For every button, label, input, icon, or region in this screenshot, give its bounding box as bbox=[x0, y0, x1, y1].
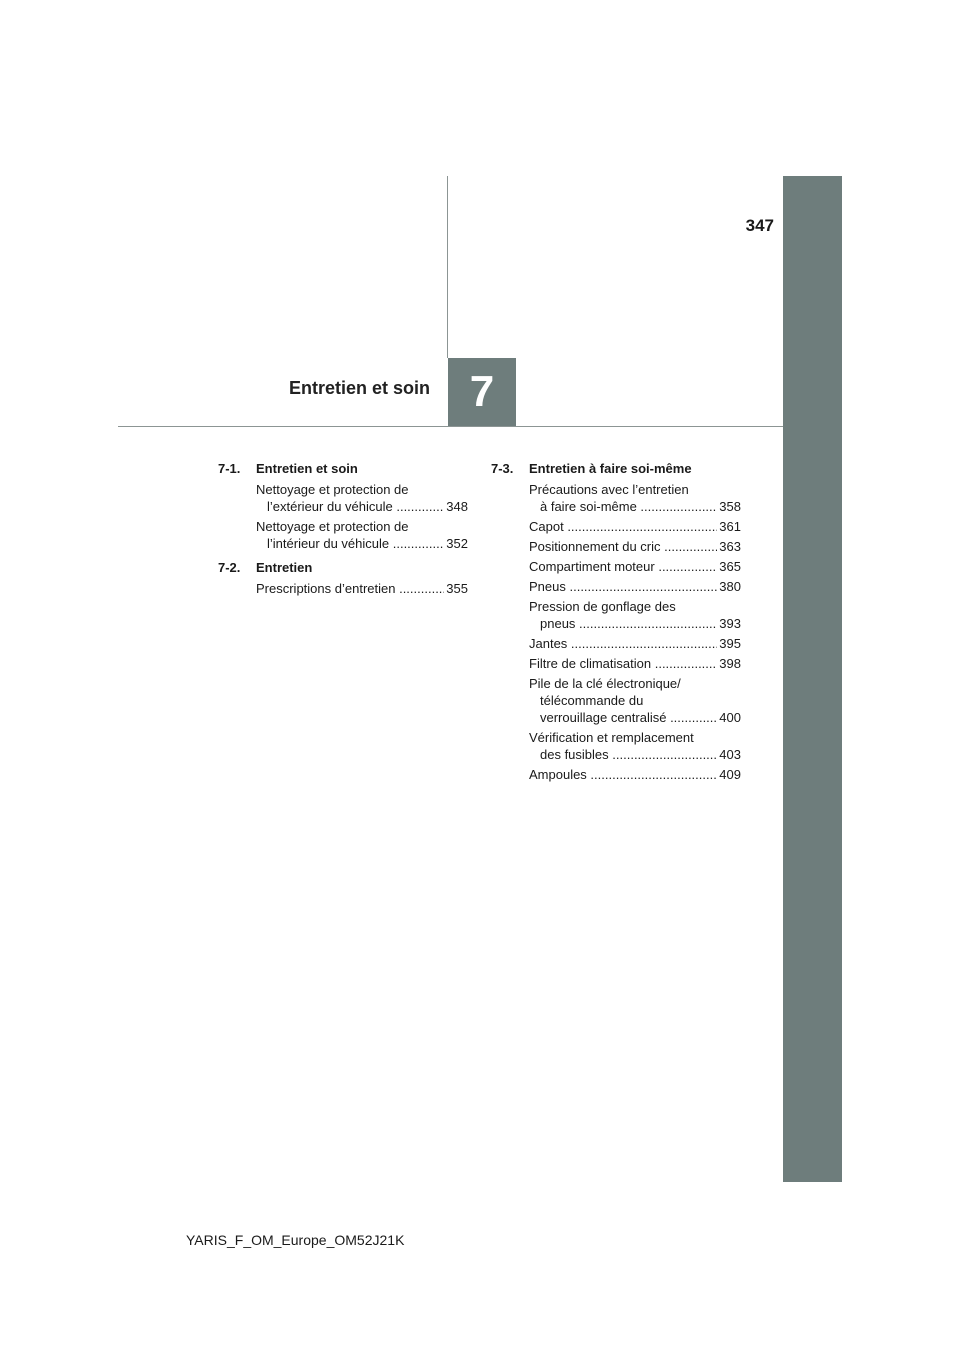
toc-page-number: 355 bbox=[446, 581, 468, 596]
toc-entry-line bbox=[529, 655, 741, 672]
toc-entry-title-continued: verrouillage centralisé ..... bbox=[540, 709, 717, 726]
toc-right-column bbox=[491, 460, 741, 786]
toc-entry[interactable] bbox=[256, 518, 468, 552]
toc-section-heading bbox=[218, 559, 468, 576]
toc-entry-line bbox=[529, 558, 741, 575]
toc-entry-title: Ampoules ..... bbox=[529, 766, 717, 783]
toc-entry[interactable] bbox=[529, 518, 741, 535]
toc-page-number: 365 bbox=[719, 559, 741, 574]
toc-entry-title: Pression de gonflage des bbox=[529, 599, 676, 614]
toc-entry-title-continued: des fusibles ..... bbox=[540, 746, 717, 763]
toc-page-number: 352 bbox=[446, 536, 468, 551]
toc-entry-line bbox=[529, 615, 741, 632]
toc-entry-line bbox=[529, 746, 741, 763]
toc-entry-title: Compartiment moteur ..... bbox=[529, 558, 717, 575]
document-id: YARIS_F_OM_Europe_OM52J21K bbox=[186, 1232, 405, 1248]
toc-entry-title: Positionnement du cric ..... bbox=[529, 538, 717, 555]
toc-entry-title: Nettoyage et protection de bbox=[256, 482, 409, 497]
toc-entry-title-continued: l’intérieur du véhicule ..... bbox=[267, 535, 444, 552]
toc-page-number: 395 bbox=[719, 636, 741, 651]
toc-entry-line bbox=[256, 498, 468, 515]
toc-page-number: 403 bbox=[719, 747, 741, 762]
chapter-number-box bbox=[448, 358, 516, 426]
toc-page-number: 400 bbox=[719, 710, 741, 725]
page-number: 347 bbox=[745, 216, 774, 235]
toc-entry-title-continued: télécommande du bbox=[540, 693, 644, 708]
toc-page-number: 348 bbox=[446, 499, 468, 514]
toc-entry-title: Précautions avec l’entretien bbox=[529, 482, 689, 497]
toc-entry-title: Filtre de climatisation ..... bbox=[529, 655, 717, 672]
toc-entry[interactable] bbox=[529, 766, 741, 783]
toc-entry[interactable] bbox=[256, 580, 468, 597]
toc-entry-title: Vérification et remplacement bbox=[529, 730, 694, 745]
toc-entry-line bbox=[529, 538, 741, 555]
toc-entry[interactable] bbox=[529, 635, 741, 652]
toc-entry-title: Pile de la clé électronique/ bbox=[529, 676, 681, 691]
toc-entry-title: Nettoyage et protection de bbox=[256, 519, 409, 534]
section-number: 7-1. bbox=[218, 461, 241, 476]
toc-page-number: 398 bbox=[719, 656, 741, 671]
toc-entry[interactable] bbox=[529, 578, 741, 595]
toc-entry[interactable] bbox=[529, 558, 741, 575]
chapter-number: 7 bbox=[469, 367, 495, 416]
toc-page-number: 358 bbox=[719, 499, 741, 514]
toc-section-heading bbox=[218, 460, 468, 477]
toc-entry-line bbox=[529, 635, 741, 652]
toc-entry-line bbox=[529, 766, 741, 783]
toc-page-number: 409 bbox=[719, 767, 741, 782]
toc-entry-line bbox=[256, 580, 468, 597]
toc-entry-title-continued: pneus ..... bbox=[540, 615, 717, 632]
toc-entry[interactable] bbox=[529, 675, 741, 726]
toc-page-number: 380 bbox=[719, 579, 741, 594]
section-title: Entretien bbox=[256, 560, 313, 575]
toc-page-number: 363 bbox=[719, 539, 741, 554]
toc-entry[interactable] bbox=[256, 481, 468, 515]
chapter-side-tab bbox=[783, 176, 842, 1182]
toc-entry-title: Jantes ..... bbox=[529, 635, 717, 652]
toc-left-column bbox=[218, 460, 468, 600]
section-title: Entretien et soin bbox=[256, 461, 358, 476]
toc-entry-title-continued: l’extérieur du véhicule ..... bbox=[267, 498, 444, 515]
section-number: 7-2. bbox=[218, 560, 241, 575]
section-number: 7-3. bbox=[491, 461, 514, 476]
toc-entry[interactable] bbox=[529, 538, 741, 555]
horizontal-rule bbox=[118, 426, 783, 427]
toc-page-number: 393 bbox=[719, 616, 741, 631]
toc-entry[interactable] bbox=[529, 729, 741, 763]
toc-entry[interactable] bbox=[529, 598, 741, 632]
toc-entry-line bbox=[529, 578, 741, 595]
toc-page-number: 361 bbox=[719, 519, 741, 534]
section-title: Entretien à faire soi-même bbox=[529, 461, 692, 476]
toc-entry-line bbox=[529, 709, 741, 726]
toc-entry-title: Capot ..... bbox=[529, 518, 717, 535]
toc-entry-title-continued: à faire soi-même ..... bbox=[540, 498, 717, 515]
toc-entry[interactable] bbox=[529, 655, 741, 672]
toc-section-heading bbox=[491, 460, 741, 477]
chapter-title: Entretien et soin bbox=[288, 378, 430, 398]
vertical-rule bbox=[447, 176, 448, 358]
toc-entry-line bbox=[529, 518, 741, 535]
toc-entry-line bbox=[256, 535, 468, 552]
toc-entry-line bbox=[529, 498, 741, 515]
toc-entry-title: Prescriptions d’entretien ..... bbox=[256, 580, 444, 597]
toc-entry[interactable] bbox=[529, 481, 741, 515]
toc-entry-title: Pneus ..... bbox=[529, 578, 717, 595]
